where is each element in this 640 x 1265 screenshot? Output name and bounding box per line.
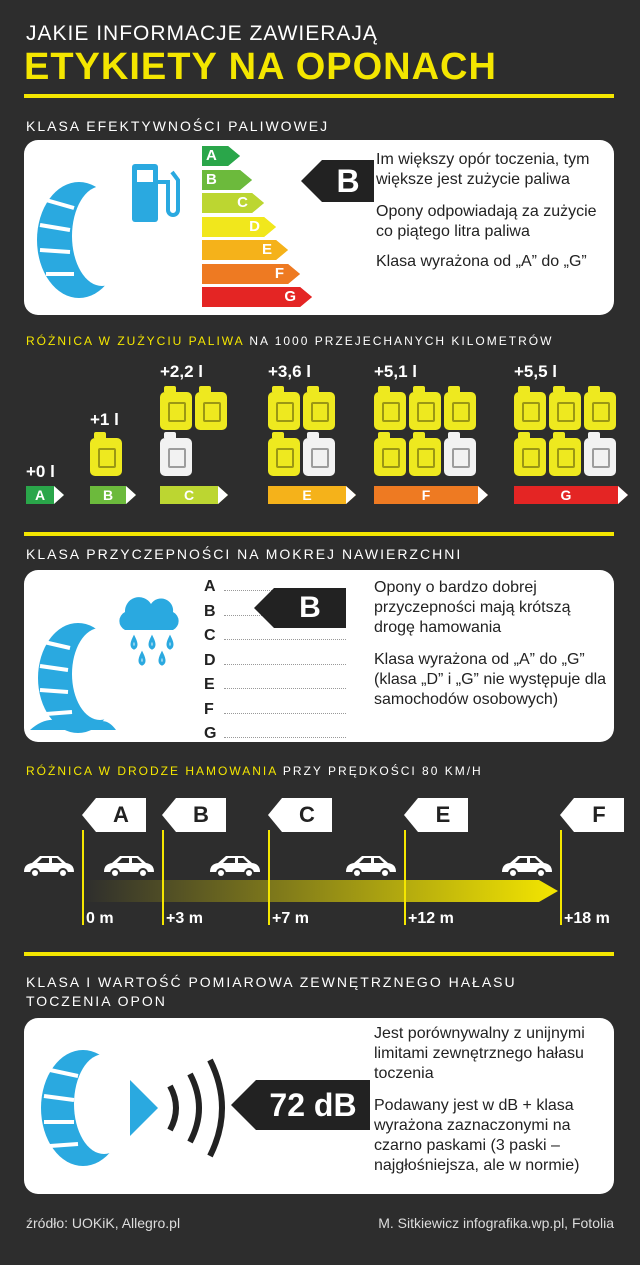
fuel-canister-icon [268,392,300,430]
fuel-diff-title-highlight: RÓŻNICA W ZUŻYCIU PALIWA [26,334,245,348]
fuel-diff-class-bar-f: F [374,486,478,504]
braking-distance-f: +18 m [564,910,610,927]
fuel-diff-class-bar-tip [346,486,356,504]
fuel-diff-value-c: +2,2 l [160,362,204,381]
braking-class-flag-b: B [176,798,226,832]
fuel-text-1: Im większy opór toczenia, tym większe jest zużycie paliwa [376,151,590,188]
braking-marker-pole [560,830,562,925]
fuel-diff-class-bar-g: G [514,486,618,504]
braking-class-flag-e: E [418,798,468,832]
divider [24,94,614,98]
fuel-canister-icon [549,392,581,430]
braking-distance-e: +12 m [408,910,454,927]
braking-marker-pole [404,830,406,925]
braking-class-flag-f: F [574,798,624,832]
fuel-selected-class-arrow [322,160,374,202]
fuel-class-bar-tip [300,287,312,307]
fuel-canister-icon [303,438,335,476]
noise-text-2: Podawany jest w dB + klasa wyrażona zaznaczonymi na czarno paskami (3 paski – najgłośniejsza, ale w normie) [374,1097,580,1174]
fuel-class-bar-tip [240,170,252,190]
fuel-diff-class-bar-tip [54,486,64,504]
wet-section-title: KLASA PRZYCZEPNOŚCI NA MOKREJ NAWIERZCHNI [26,546,463,562]
fuel-diff-value-f: +5,1 l [374,362,418,381]
wet-card [24,570,614,742]
wet-class-letter-c: C [204,627,216,644]
car-icon [498,852,556,880]
fuel-canister-icon [268,438,300,476]
fuel-diff-value-a: +0 l [26,462,55,481]
fuel-diff-value-g: +5,5 l [514,362,558,381]
fuel-canister-icon [160,392,192,430]
braking-title [26,764,483,778]
arrow-pointer [231,1080,256,1130]
car-icon [100,852,158,880]
fuel-canister-icon [584,392,616,430]
fuel-class-bar-tip [252,193,264,213]
wet-text-2: Klasa wyrażona od „A” do „G” (klasa „D” i „G” nie występuje dla samochodów osobowych) [374,651,607,708]
title-line-2: ETYKIETY NA OPONACH [24,46,497,88]
fuel-diff-value-b: +1 l [90,410,119,429]
wet-selected-class: B [299,591,321,624]
tire-sound-icon [38,1038,248,1178]
fuel-diff-title [26,334,553,348]
wet-class-guide [224,688,346,689]
car-icon [20,852,78,880]
wet-class-letter-f: F [204,700,214,718]
title-line-1: JAKIE INFORMACJE ZAWIERAJĄ [26,22,378,45]
fuel-class-bar-f: F [202,264,288,284]
braking-class-flag-c: C [282,798,332,832]
wet-class-letter-d: D [204,651,216,669]
fuel-canister-icon [409,438,441,476]
car-icon [206,852,264,880]
fuel-canister-icon [303,392,335,430]
divider [24,532,614,536]
fuel-pump-icon [128,158,188,226]
fuel-canister-icon [195,392,227,430]
credit-footer: M. Sitkiewicz infografika.wp.pl, Fotolia [378,1215,614,1231]
fuel-class-bar-tip [288,264,300,284]
fuel-canister-icon [584,438,616,476]
fuel-canister-icon [444,438,476,476]
braking-distance-bar [82,880,558,902]
braking-distance-c: +7 m [272,910,309,927]
fuel-diff-class-bar-c: C [160,486,218,504]
car-icon [342,852,400,880]
noise-text-1: Jest porównywalny z unijnymi limitami zewnętrznego hałasu toczenia [374,1025,585,1082]
fuel-selected-class: B [336,163,360,199]
arrow-pointer [254,588,274,628]
fuel-canister-icon [374,392,406,430]
fuel-diff-value-e: +3,6 l [268,362,312,381]
fuel-class-bar-tip [264,217,276,237]
fuel-class-bar-d: D [202,217,264,237]
fuel-canister-icon [444,392,476,430]
braking-distance-a: 0 m [86,910,114,927]
fuel-canister-icon [549,438,581,476]
wet-class-letter-a: A [204,578,216,595]
fuel-text-2: Opony odpowiadają za zużycie co piątego litra paliwa [376,203,597,240]
fuel-text-3: Klasa wyrażona od „A” do „G” [376,253,587,270]
fuel-class-bar-g: G [202,287,300,307]
fuel-canister-icon [90,438,122,476]
wet-class-guide [224,664,346,665]
braking-marker-pole [268,830,270,925]
wet-selected-class-arrow [274,588,346,628]
fuel-diff-class-bar-tip [126,486,136,504]
wet-class-guide [224,639,346,640]
noise-section-title-1: KLASA I WARTOŚĆ POMIAROWA ZEWNĘTRZNEGO HAŁASU [26,974,517,990]
fuel-diff-class-bar-tip [218,486,228,504]
fuel-section-title: KLASA EFEKTYWNOŚCI PALIWOWEJ [26,118,330,134]
braking-distance-b: +3 m [166,910,203,927]
fuel-canister-icon [374,438,406,476]
arrow-pointer [301,160,322,202]
wet-class-letter-b: B [204,602,216,620]
fuel-diff-class-bar-tip [618,486,628,504]
noise-card [24,1018,614,1194]
fuel-class-bar-a: A [202,146,228,166]
tire-rain-icon [30,590,190,735]
noise-value: 72 dB [269,1087,357,1123]
fuel-diff-class-bar-e: E [268,486,346,504]
braking-title-highlight: RÓŻNICA W DRODZE HAMOWANIA [26,764,278,778]
braking-marker-pole [162,830,164,925]
fuel-canister-icon [514,392,546,430]
fuel-diff-class-bar-tip [478,486,488,504]
braking-marker-pole [82,830,84,925]
fuel-diff-class-bar-b: B [90,486,126,504]
wet-class-letter-e: E [204,676,215,693]
wet-class-letter-g: G [204,725,217,742]
fuel-class-bar-e: E [202,240,276,260]
noise-section-title-2: TOCZENIA OPON [26,993,167,1009]
wet-class-guide [224,737,346,738]
fuel-diff-class-bar-a: A [26,486,54,504]
fuel-diff-title-rest: NA 1000 PRZEJECHANYCH KILOMETRÓW [244,334,554,348]
fuel-card [24,140,614,315]
fuel-class-bar-c: C [202,193,252,213]
fuel-class-bar-tip [228,146,240,166]
divider [24,952,614,956]
fuel-class-bar-b: B [202,170,240,190]
wet-text-1: Opony o bardzo dobrej przyczepności mają krótszą drogę hamowania [374,579,571,636]
wet-class-guide [224,713,346,714]
braking-class-flag-a: A [96,798,146,832]
fuel-class-bar-tip [276,240,288,260]
fuel-canister-icon [409,392,441,430]
fuel-canister-icon [160,438,192,476]
fuel-canister-icon [514,438,546,476]
source-footer: źródło: UOKiK, Allegro.pl [26,1215,181,1231]
noise-value-arrow [256,1080,370,1130]
braking-title-rest: PRZY PRĘDKOŚCI 80 KM/H [277,764,483,778]
